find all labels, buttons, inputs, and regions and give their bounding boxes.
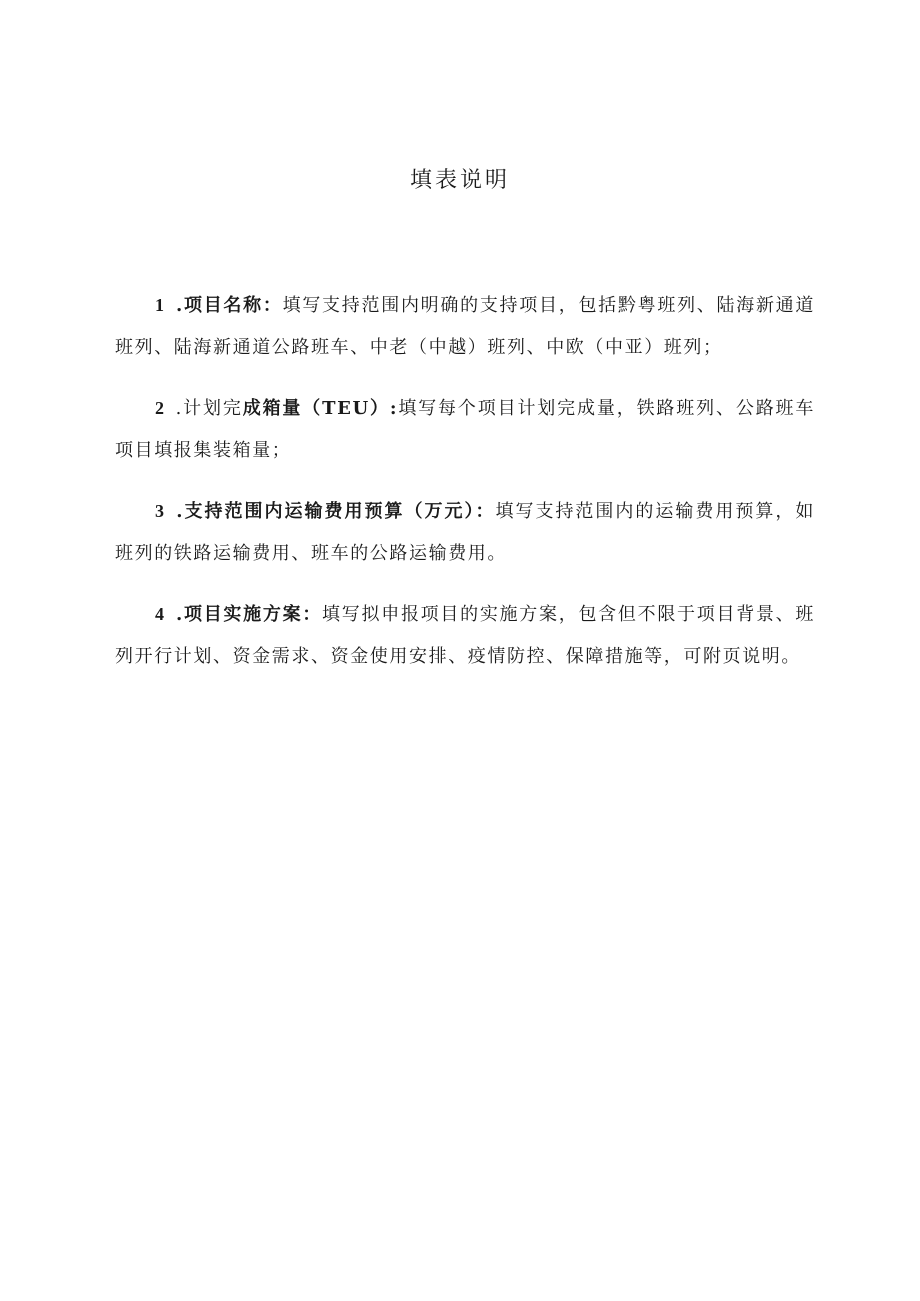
item-body: 填写支持范围内的运输费用预算，如班列的铁路运输费用、班车的公路运输费用。 <box>115 501 815 564</box>
item-number: 1 <box>155 295 168 315</box>
document-title: 填表说明 <box>409 168 510 193</box>
instruction-item-2 <box>115 387 815 472</box>
item-heading: .项目实施方案： <box>168 604 323 625</box>
instruction-item-3 <box>115 490 815 575</box>
item-heading: .计划完 <box>168 398 243 419</box>
item-body: 填写支持范围内明确的支持项目，包括黔粤班列、陆海新通道班列、陆海新通道公路班车、中老（中越）班列、中欧（中亚）班列； <box>115 295 816 358</box>
instruction-item-4 <box>115 593 815 678</box>
item-heading-tail: 成箱量（TEU）: <box>242 398 399 419</box>
instruction-list <box>115 284 815 696</box>
item-number: 2 <box>155 398 168 418</box>
item-body: 填写每个项目计划完成量，铁路班列、公路班车项目填报集装箱量； <box>115 398 815 461</box>
instruction-item-1 <box>115 284 815 369</box>
item-heading: .支持范围内运输费用预算（万元）： <box>168 501 496 522</box>
item-heading: .项目名称： <box>168 295 283 316</box>
item-body: 填写拟申报项目的实施方案，包含但不限于项目背景、班列开行计划、资金需求、资金使用安排、疫情防控、保障措施等，可附页说明。 <box>115 604 815 667</box>
item-number: 3 <box>155 501 168 521</box>
item-number: 4 <box>155 604 168 624</box>
